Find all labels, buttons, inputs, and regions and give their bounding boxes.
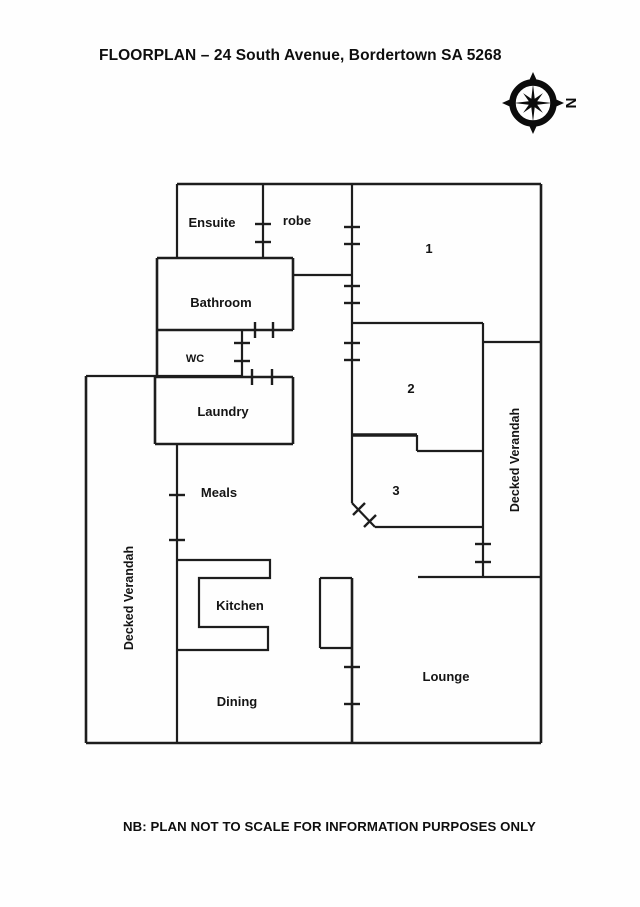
room-label-laundry: Laundry — [197, 404, 249, 419]
room-label-verandah-left: Decked Verandah — [122, 545, 136, 651]
room-label-bedroom3: 3 — [392, 483, 400, 498]
room-label-bedroom2: 2 — [407, 381, 415, 396]
room-label-kitchen: Kitchen — [216, 598, 264, 613]
room-label-dining: Dining — [216, 694, 258, 709]
footer-note: NB: PLAN NOT TO SCALE FOR INFORMATION PURPOSES ONLY — [123, 819, 536, 834]
walls — [86, 184, 541, 743]
room-label-ensuite: Ensuite — [188, 215, 236, 230]
room-label-lounge: Lounge — [422, 669, 470, 684]
room-label-bathroom: Bathroom — [190, 295, 252, 310]
page-title: FLOORPLAN – 24 South Avenue, Bordertown SA 5268 — [99, 47, 502, 64]
room-labels — [122, 213, 522, 709]
room-label-meals: Meals — [200, 485, 238, 500]
compass-north-label: N — [562, 97, 579, 109]
room-label-bedroom1: 1 — [425, 241, 433, 256]
room-label-robe: robe — [282, 213, 312, 228]
room-label-wc: WC — [185, 353, 205, 365]
room-label-verandah-right: Decked Verandah — [508, 407, 522, 513]
